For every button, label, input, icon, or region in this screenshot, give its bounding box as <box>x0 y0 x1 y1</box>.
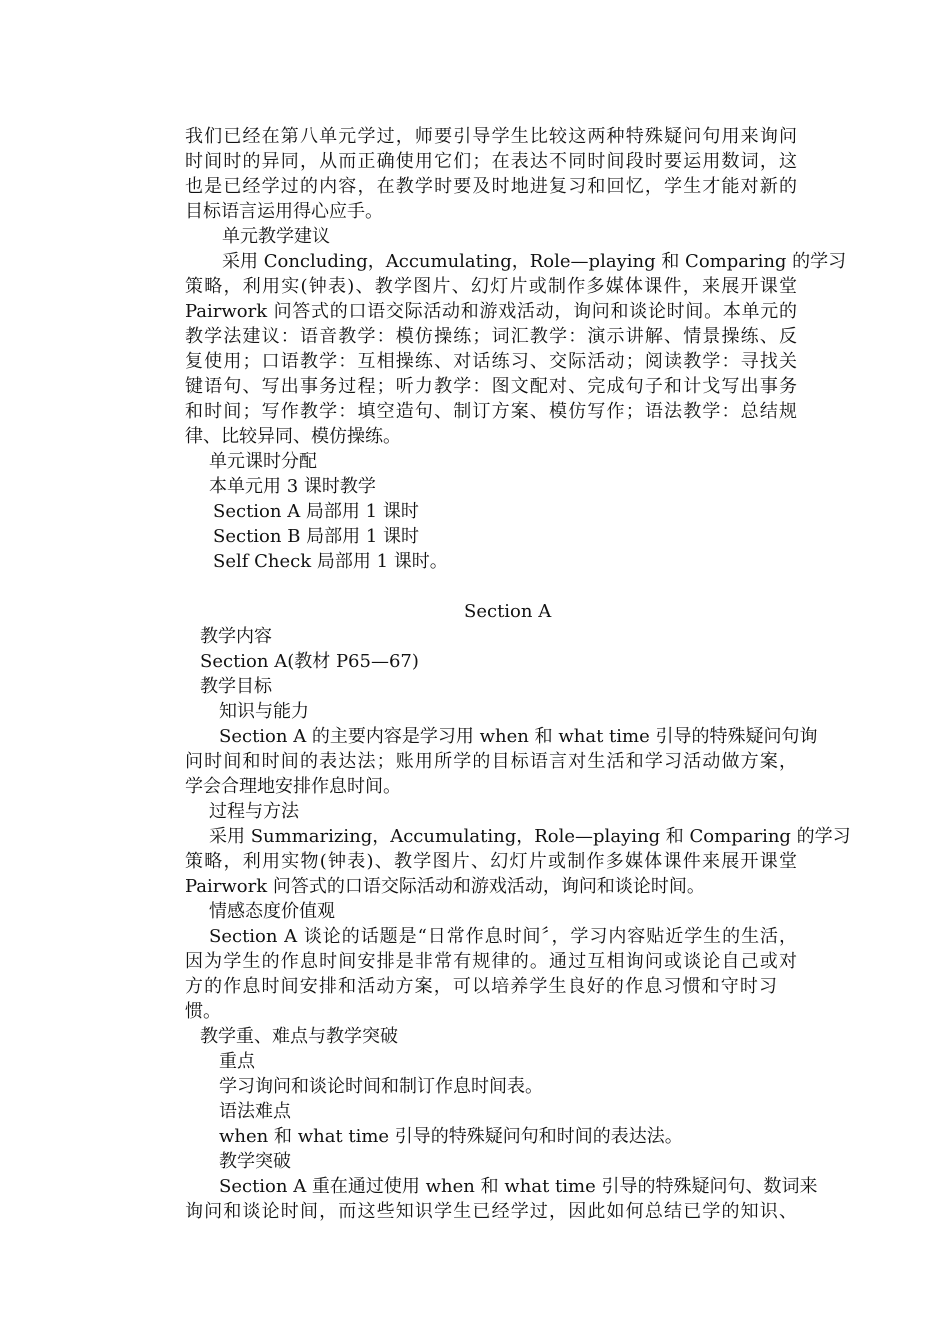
list-item: Section A 局部用 1 课时 <box>213 501 419 522</box>
paragraph-line: 教学法建议：语音教学：模仿操练；词汇教学：演示讲解、情景操练、反 <box>185 326 797 347</box>
paragraph-line: 问时间和时间的表达法；账用所学的目标语言对生活和学习活动做方案， <box>185 751 797 772</box>
paragraph-line: 本单元用 3 课时教学 <box>209 476 376 497</box>
section-heading: 教学目标 <box>200 676 272 697</box>
subsection-heading: 过程与方法 <box>209 801 299 822</box>
section-heading: 教学重、难点与教学突破 <box>200 1026 398 1047</box>
paragraph-line: Section A 谈论的话题是“日常作息时间〞，学习内容贴近学生的生活， <box>209 926 797 947</box>
section-heading: 单元教学建议 <box>222 226 330 247</box>
paragraph-line: 也是已经学过的内容，在教学时要及时地进复习和回忆，学生才能对新的 <box>185 176 797 197</box>
paragraph-line: 方的作息时间安排和活动方案，可以培养学生良好的作息习惯和守时习 <box>185 976 777 997</box>
paragraph-line: when 和 what time 引导的特殊疑问句和时间的表达法。 <box>219 1126 683 1147</box>
paragraph-line: Section A 重在通过使用 when 和 what time 引导的特殊疑问句、数词来 <box>219 1176 818 1197</box>
paragraph-line: Section A 的主要内容是学习用 when 和 what time 引导的特殊疑问句询 <box>219 726 818 747</box>
paragraph-line: 学习询问和谈论时间和制订作息时间表。 <box>219 1076 543 1097</box>
paragraph-line: 键语句、写出事务过程；听力教学：图文配对、完成句子和计戈写出事务 <box>185 376 797 397</box>
section-title: Section A <box>464 601 552 622</box>
list-item: Section B 局部用 1 课时 <box>213 526 420 547</box>
paragraph-line: 学会合理地安排作息时间。 <box>185 776 401 797</box>
subsection-heading: 情感态度价值观 <box>209 901 335 922</box>
paragraph-line: Section A(教材 P65—67) <box>200 651 419 672</box>
paragraph-line: 律、比较异同、模仿操练。 <box>185 426 401 447</box>
paragraph-line: 采用 Summarizing，Accumulating，Role—playing 和 Comparing 的学习 <box>209 826 851 847</box>
subsection-heading: 教学突破 <box>219 1151 291 1172</box>
paragraph-line: 策略，利用实物(钟表)、教学图片、幻灯片或制作多媒体课件来展开课堂 <box>185 851 797 872</box>
paragraph-line: 询问和谈论时间，而这些知识学生已经学过，因此如何总结已学的知识、 <box>185 1201 797 1222</box>
paragraph-line: 目标语言运用得心应手。 <box>185 201 383 222</box>
paragraph-line: 我们已经在第八单元学过，师要引导学生比较这两种特殊疑问句用来询问 <box>185 126 797 147</box>
paragraph-line: Pairwork 问答式的口语交际活动和游戏活动，询问和谈论时间。 <box>185 876 705 897</box>
paragraph-line: 复使用；口语教学：互相操练、对话练习、交际活动；阅读教学：寻找关 <box>185 351 797 372</box>
subsection-heading: 知识与能力 <box>219 701 309 722</box>
paragraph-line: 惯。 <box>185 1001 221 1022</box>
subsection-heading: 语法难点 <box>219 1101 291 1122</box>
paragraph-line: 时间时的异同，从而正确使用它们；在表达不同时间段时要运用数词，这 <box>185 151 797 172</box>
list-item: Self Check 局部用 1 课时。 <box>213 551 448 572</box>
paragraph-line: 采用 Concluding，Accumulating，Role—playing 和 Comparing 的学习 <box>222 251 847 272</box>
section-heading: 单元课时分配 <box>209 451 317 472</box>
paragraph-line: 因为学生的作息时间安排是非常有规律的。通过互相询问或谈论自己或对 <box>185 951 797 972</box>
section-heading: 教学内容 <box>200 626 272 647</box>
paragraph-line: 策略，利用实(钟表)、教学图片、幻灯片或制作多媒体课件，来展开课堂 <box>185 276 797 297</box>
paragraph-line: Pairwork 问答式的口语交际活动和游戏活动，询问和谈论时间。本单元的 <box>185 301 797 322</box>
paragraph-line: 和时间；写作教学：填空造句、制订方案、模仿写作；语法教学：总结规 <box>185 401 797 422</box>
subsection-heading: 重点 <box>219 1051 255 1072</box>
